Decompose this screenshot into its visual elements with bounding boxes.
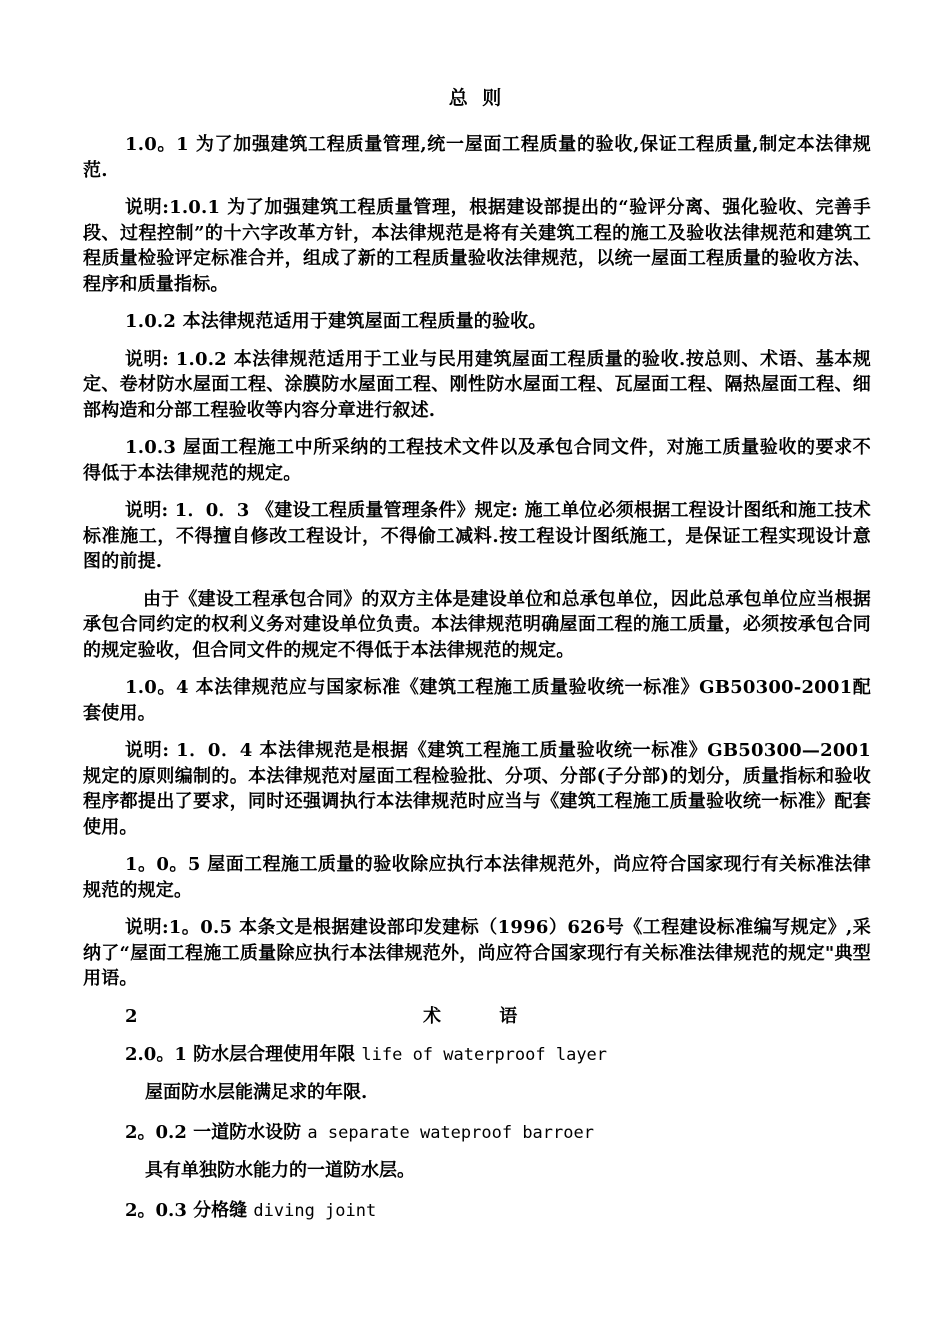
note-1-0-4: 说明: 1．0．4 本法律规范是根据《建筑工程施工质量验收统一标准》GB50300—2001规定的原则编制的。本法律规范对屋面工程检验批、分项、分部(子分部)的划分，质量指标和验收程序都提出了要求，同时还强调执行本法律规范时应当与《建筑工程施工质量验收统一标准》配套使用。 — [83, 740, 871, 838]
term-heading-en: diving joint — [253, 1200, 377, 1221]
section-title: 术 语 — [423, 1005, 544, 1027]
clause-1-0-3: 1.0.3 屋面工程施工中所采纳的工程技术文件以及承包合同文件，对施工质量验收的要求不得低于本法律规范的规定。 — [83, 437, 871, 484]
term-definition: 具有单独防水能力的一道防水层。 — [145, 1159, 415, 1181]
section-heading — [83, 1004, 871, 1030]
clause-1-0-1: 1.0。1 为了加强建筑工程质量管理,统一屋面工程质量的验收,保证工程质量,制定本法律规范. — [83, 134, 871, 181]
note-1-0-2: 说明: 1.0.2 本法律规范适用于工业与民用建筑屋面工程质量的验收.按总则、术语、基本规定、卷材防水屋面工程、涂膜防水屋面工程、刚性防水屋面工程、瓦屋面工程、隔热屋面工程、细部构造和分部工程验收等内容分章进行叙述. — [83, 348, 871, 421]
note-1-0-1: 说明:1.0.1 为了加强建筑工程质量管理，根据建设部提出的“验评分离、强化验收、完善手段、过程控制”的十六字改革方针，本法律规范是将有关建筑工程的施工及验收法律规范和建筑工程质量检验评定标准合并，组成了新的工程质量验收法律规范，以统一屋面工程质量的验收方法、程序和质量指标。 — [83, 197, 871, 295]
note-1-0-5: 说明:1。0.5 本条文是根据建设部印发建标（1996）626号《工程建设标准编写规定》,采纳了“屋面工程施工质量除应执行本法律规范外，尚应符合国家现行有关标准法律规范的规定"典型用语。 — [83, 917, 871, 989]
term-heading-cn: 2。0.3 分格缝 — [125, 1199, 248, 1221]
term-heading-cn: 2.0。1 防水层合理使用年限 — [125, 1043, 356, 1065]
note-1-0-3-continued: 由于《建设工程承包合同》的双方主体是建设单位和总承包单位，因此总承包单位应当根据承包合同约定的权利义务对建设单位负责。本法律规范明确屋面工程的施工质量，必须按承包合同的规定验收，但合同文件的规定不得低于本法律规范的规定。 — [83, 588, 871, 661]
clause-1-0-5: 1。0。5 屋面工程施工质量的验收除应执行本法律规范外，尚应符合国家现行有关标准法律规范的规定。 — [83, 854, 871, 901]
term-heading-en: a separate wateproof barroer — [307, 1122, 594, 1143]
term-heading-cn: 2。0.2 一道防水设防 — [125, 1121, 302, 1143]
term-heading-en: life of waterproof layer — [361, 1044, 608, 1065]
page-title: 总 则 — [448, 87, 506, 109]
clause-1-0-4: 1.0。4 本法律规范应与国家标准《建筑工程施工质量验收统一标准》GB50300-2001配套使用。 — [83, 677, 871, 724]
section-number: 2 — [125, 1005, 138, 1027]
term-heading — [83, 1042, 871, 1068]
clause-1-0-2: 1.0.2 本法律规范适用于建筑屋面工程质量的验收。 — [125, 311, 547, 332]
note-1-0-3: 说明: 1．0．3 《建设工程质量管理条件》规定: 施工单位必须根据工程设计图纸和施工技术标准施工，不得擅自修改工程设计，不得偷工减料.按工程设计图纸施工，是保证工程实现设计意图的前提. — [83, 500, 871, 572]
term-definition: 屋面防水层能满足求的年限. — [145, 1081, 368, 1103]
term-heading — [83, 1198, 871, 1224]
document-page — [83, 82, 871, 1236]
term-heading — [83, 1120, 871, 1146]
